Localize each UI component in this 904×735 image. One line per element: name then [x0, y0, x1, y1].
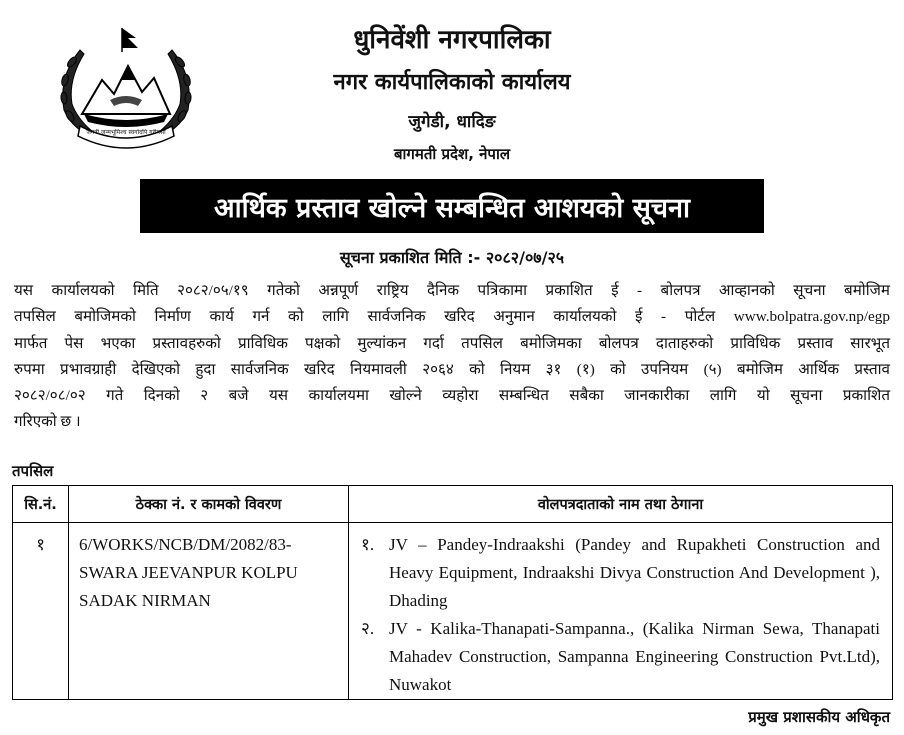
header-bidder: वोलपत्रदाताको नाम तथा ठेगाना: [349, 486, 893, 523]
published-date: सूचना प्रकाशित मिति :- २०८२/०७/२५: [339, 248, 565, 267]
header-serial: सि.नं.: [13, 486, 69, 523]
work-description: [69, 523, 349, 700]
table-header-row: [13, 486, 893, 523]
body-line: तपसिल बमोजिमको निर्माण कार्य गर्न को लागि सार्वजनिक खरिद अनुमान कार्यालयको ई - पोर्टल www.bolpatra.gov.np/egp: [14, 308, 890, 326]
office-name: नगर कार्यपालिकाको कार्यालय: [333, 70, 571, 95]
bidders-table: [12, 485, 893, 700]
body-line: यस कार्यालयको मिति २०८२/०५/१९ गतेको अन्नपूर्ण राष्ट्रिय दैनिक पत्रिकामा प्रकाशित ई - बोलपत्र आव्हानको सूचना बमोजिम: [14, 282, 890, 299]
schedule-label: तपसिल: [12, 462, 54, 480]
body-line: रुपमा प्रभावग्राही देखिएको हुदा सार्वजनिक खरिद नियमावली २०६४ को नियम ३१ (१) को उपनियम (५) बमोजिम आर्थिक प्रस्ताव: [14, 360, 890, 378]
body-line: गरिएको छ ।: [14, 413, 81, 431]
notice-title-text: आर्थिक प्रस्ताव खोल्ने सम्बन्धित आशयको सूचना: [213, 192, 691, 224]
bidder-number: १.: [361, 535, 375, 554]
bidder-list: [349, 523, 893, 700]
notice-body: [14, 278, 890, 436]
table-row: [13, 523, 893, 700]
province-country: बागमती प्रदेश, नेपाल: [393, 145, 511, 163]
work-line: SWARA JEEVANPUR KOLPU: [79, 563, 298, 582]
bidder-item: [361, 531, 880, 615]
bidder-name: JV - Kalika-Thanapati-Sampanna., (Kalika Nirman Sewa, Thanapati Mahadev Construction, Sampanna Engineering Construction Pvt.Ltd), Nuwakot: [389, 619, 880, 694]
emblem-motto: जननी जन्मभूमिश्च स्वर्गादपि गरीयसी: [86, 129, 166, 136]
bidder-name: JV – Pandey-Indraakshi (Pandey and Rupakheti Construction and Heavy Equipment, Indraakshi Divya Construction And Development ), Dhading: [389, 535, 880, 610]
work-line: SADAK NIRMAN: [79, 591, 211, 610]
office-address: जुगेडी, धादिङ: [408, 112, 496, 132]
work-line: 6/WORKS/NCB/DM/2082/83-: [79, 535, 292, 554]
body-line: मार्फत पेस भएका प्रस्तावहरुको प्राविधिक पक्षको मुल्यांकन गर्दा तपसिल बमोजिमका बोलपत्र दाताहरुको प्राविधिक प्रस्ताव सारभूत: [14, 334, 890, 352]
header-work: ठेक्का नं. र कामको विवरण: [69, 486, 349, 523]
notice-title: [140, 179, 764, 233]
bidder-item: [361, 615, 880, 699]
body-line: २०८२/०८/०२ गते दिनको २ बजे यस कार्यालयमा खोल्ने व्यहोरा सम्बन्धित सबैका जानकारीका लागि यो सूचना प्रकाशित: [14, 387, 890, 405]
signatory: प्रमुख प्रशासकीय अधिकृत: [748, 708, 890, 726]
bidder-number: २.: [361, 619, 375, 638]
municipality-name: धुनिवेंशी नगरपालिका: [353, 25, 551, 55]
serial-number: १: [13, 523, 69, 700]
